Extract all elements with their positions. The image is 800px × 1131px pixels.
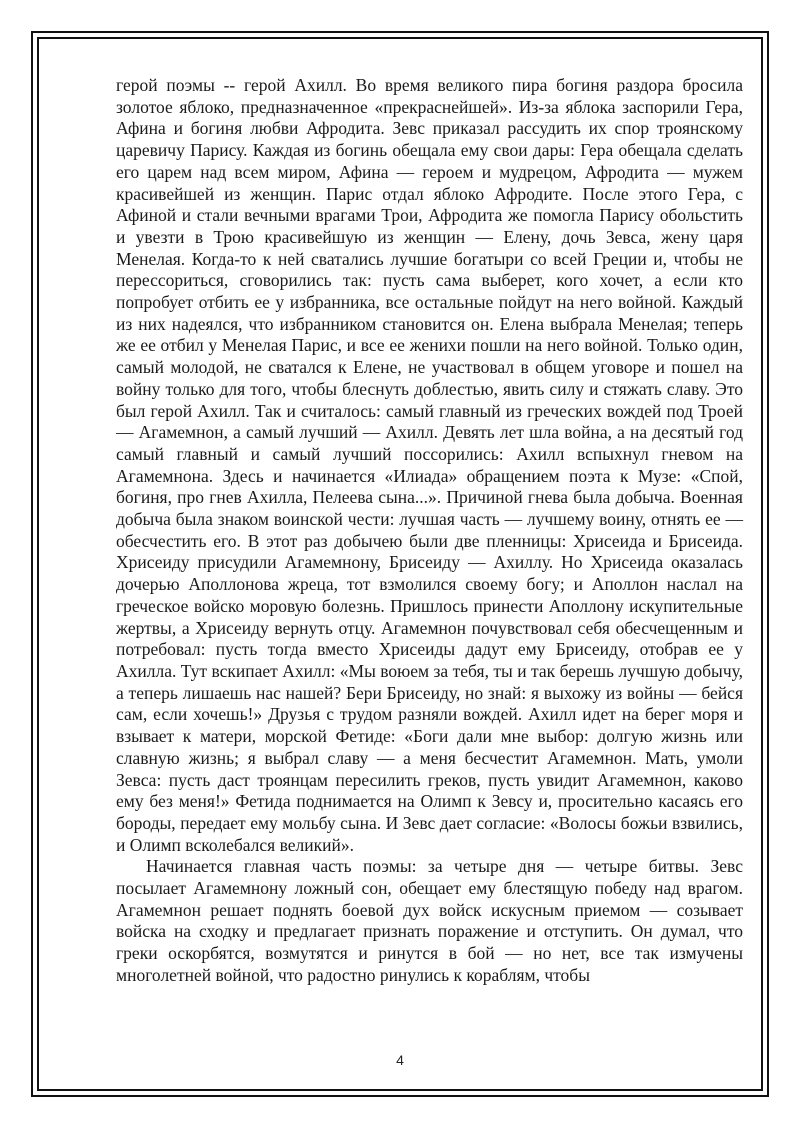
body-text — [116, 75, 743, 987]
page-number: 4 — [396, 1052, 404, 1068]
paragraph: герой поэмы -- герой Ахилл. Во время великого пира богиня раздора бросила золотое яблоко, предназначенное «прекраснейшей». Из-за яблока заспорили Гера, Афина и богиня любви Афродита. Зевс приказал рассудить их спор троянскому царевичу Парису. Каждая из богинь обещала ему свои дары: Гера обещала сделать его царем над всем миром, Афина — героем и мудрецом, Афродита — мужем красивейшей из женщин. Парис отдал яблоко Афродите. После этого Гера, с Афиной и стали вечными врагами Трои, Афродита же помогла Парису обольстить и увезти в Трою красивейшую из женщин — Елену, дочь Зевса, жену царя Менелая. Когда-то к ней сватались лучшие богатыри со всей Греции и, чтобы не перессориться, сговорились так: пусть сама выберет, кого хочет, а если кто попробует отбить ее у избранника, все остальные пойдут на него войной. Каждый из них надеялся, что избранником становится он. Елена выбрала Менелая; теперь же ее отбил у Менелая Парис, и все ее женихи пошли на него войной. Только один, самый молодой, не сватался к Елене, не участвовал в общем уговоре и пошел на войну только для того, чтобы блеснуть доблестью, явить силу и стяжать славу. Это был герой Ахилл. Так и считалось: самый главный из греческих вождей под Троей — Агамемнон, а самый лучший — Ахилл. Девять лет шла война, а на десятый год самый главный и самый лучший поссорились: Ахилл вспыхнул гневом на Агамемнона. Здесь и начинается «Илиада» обращением поэта к Музе: «Спой, богиня, про гнев Ахилла, Пелеева сына...». Причиной гнева была добыча. Военная добыча была знаком воинской чести: лучшая часть — лучшему воину, отнять ее — обесчестить его. В этот раз добычею были две пленницы: Хрисеида и Брисеида. Хрисеиду присудили Агамемнону, Брисеиду — Ахиллу. Но Хрисеида оказалась дочерью Аполлонова жреца, тот взмолился своему богу; и Аполлон наслал на греческое войско моровую болезнь. Пришлось принести Аполлону искупительные жертвы, а Хрисеиду вернуть отцу. Агамемнон почувствовал себя обесчещенным и потребовал: пусть тогда вместо Хрисеиды дадут ему Брисеиду, отобрав ее у Ахилла. Тут вскипает Ахилл: «Мы воюем за тебя, ты и так берешь лучшую добычу, а теперь лишаешь нас нашей? Бери Брисеиду, но знай: я выхожу из войны — бейся сам, если хочешь!» Друзья с трудом разняли вождей. Ахилл идет на берег моря и взывает к матери, морской Фетиде: «Боги дали мне выбор: долгую жизнь или славную жизнь; я выбрал славу — а меня бесчестит Агамемнон. Мать, умоли Зевса: пусть даст троянцам пересилить греков, пусть увидит Агамемнон, каково ему без меня!» Фетида поднимается на Олимп к Зевсу и, просительно касаясь его бороды, передает ему мольбу сына. И Зевс дает согласие: «Волосы божьи взвились, и Олимп всколебался великий». — [116, 75, 743, 855]
paragraph: Начинается главная часть поэмы: за четыре дня — четыре битвы. Зевс посылает Агамемнону ложный сон, обещает ему блестящую победу над врагом. Агамемнон решает поднять боевой дух войск искусным приемом — созывает войска на сходку и предлагает признать поражение и отступить. Он думал, что греки оскорбятся, возмутятся и ринутся в бой — но нет, все так измучены многолетней войной, что радостно ринулись к кораблям, чтобы — [116, 856, 743, 985]
